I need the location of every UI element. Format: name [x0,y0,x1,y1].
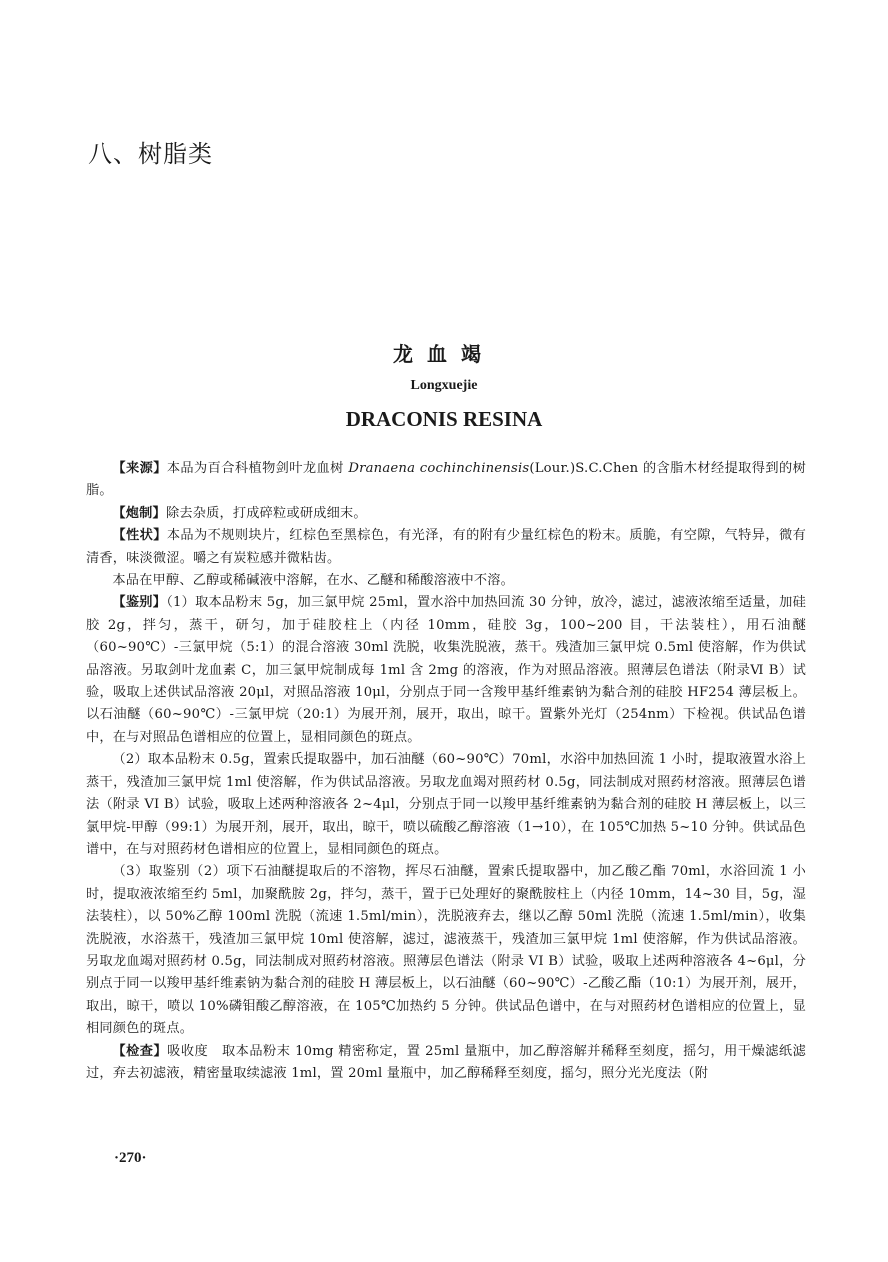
identification-text-1: （1）取本品粉末 5g，加三氯甲烷 25ml，置水浴中加热回流 30 分钟，放冷，滤过，滤液浓缩至适量，加硅胶 2g，拌匀，蒸干，研匀，加于硅胶柱上（内径 10mm，硅胶 3g，100~200 目，干法装柱），用石油醚（60~90℃）-三氯甲烷（5:1）的混合溶液 30ml 洗脱，收集洗脱液，蒸干。残渣加三氯甲烷 0.5ml 使溶解，作为供试品溶液。另取剑叶龙血素 C，加三氯甲烷制成每 1ml 含 2mg 的溶液，作为对照品溶液。照薄层色谱法（附录Ⅵ B）试验，吸取上述供试品溶液 20μl，对照品溶液 10μl，分别点于同一含羧甲基纤维素钠为黏合剂的硅胶 HF254 薄层板上。以石油醚（60~90℃）-三氯甲烷（20:1）为展开剂，展开，取出，晾干。置紫外光灯（254nm）下检视。供试品色谱中，在与对照品色谱相应的位置上，显相同颜色的斑点。 [86,595,806,745]
identification-paragraph-3: （3）取鉴别（2）项下石油醚提取后的不溶物，挥尽石油醚，置索氏提取器中，加乙酸乙酯 70ml，水浴回流 1 小时，提取液浓缩至约 5ml，加聚酰胺 2g，拌匀，蒸干，置于已处理好的聚酰胺柱上（内径 10mm，14~30 目，5g，湿法装柱），以 50%乙醇 100ml 洗脱（流速 1.5ml/min），洗脱液弃去，继以乙醇 50ml 洗脱（流速 1.5ml/min），收集洗脱液，水浴蒸干，残渣加三氯甲烷 10ml 使溶解，滤过，滤液蒸干，残渣加三氯甲烷 1ml 使溶解，作为供试品溶液。另取龙血竭对照药材 0.5g，同法制成对照药材溶液。照薄层色谱法（附录 VI B）试验，吸取上述两种溶液各 4~6μl，分别点于同一以羧甲基纤维素钠为黏合剂的硅胶 H 薄层板上，以石油醚（60~90℃）-乙酸乙酯（10:1）为展开剂，展开，取出，晾干，喷以 10%磷钼酸乙醇溶液，在 105℃加热约 5 分钟。供试品色谱中，在与对照药材色谱相应的位置上，显相同颜色的斑点。 [86,864,806,1037]
solubility-paragraph: 本品在甲醇、乙醇或稀碱液中溶解，在水、乙醚和稀酸溶液中不溶。 [112,573,515,589]
source-text-a: 本品为百合科植物剑叶龙血树 [166,461,349,476]
source-text-b: (Lour.)S.C.Chen 的含脂木材经提取得到的树脂。 [86,461,806,499]
properties-paragraph [86,525,806,570]
examination-label: 【检查】 [112,1043,168,1059]
monograph-title-pinyin: Longxuejie [410,378,478,393]
species-name: Dranaena cochinchinensis [348,461,530,476]
processing-label: 【炮制】 [112,505,166,521]
examination-sublabel: 吸收度 [167,1043,209,1059]
examination-paragraph [86,1041,806,1086]
monograph-title-chinese: 龙血竭 [393,342,495,366]
monograph-title-latin: DRACONIS RESINA [345,407,543,431]
identification-paragraph-1 [86,592,806,749]
properties-label: 【性状】 [112,528,167,544]
page-number: ·270· [114,1150,147,1166]
source-label: 【来源】 [112,461,167,476]
processing-paragraph [86,503,806,525]
identification-paragraph-2: （2）取本品粉末 0.5g，置索氏提取器中，加石油醚（60~90℃）70ml，水浴中加热回流 1 小时，提取液置水浴上蒸干，残渣加三氯甲烷 1ml 使溶解，作为供试品溶液。另取龙血竭对照药材 0.5g，同法制成对照药材溶液。照薄层色谱法（附录 VI B）试验，吸取上述两种溶液各 2~4μl，分别点于同一以羧甲基纤维素钠为黏合剂的硅胶 H 薄层板上，以三氯甲烷-甲醇（99:1）为展开剂，展开，取出，晾干，喷以硫酸乙醇溶液（1→10），在 105℃加热 5~10 分钟。供试品色谱中，在与对照药材色谱相应的位置上，显相同颜色的斑点。 [86,752,806,857]
processing-text: 除去杂质，打成碎粒或研成细末。 [165,505,367,521]
monograph-body [86,458,806,1085]
section-heading: 八、树脂类 [88,140,213,168]
properties-text: 本品为不规则块片，红棕色至黑棕色，有光泽，有的附有少量红棕色的粉末。质脆，有空隙，气特异，微有清香，味淡微涩。嚼之有炭粒感并微粘齿。 [86,528,806,566]
examination-text: 取本品粉末 10mg 精密称定，置 25ml 量瓶中，加乙醇溶解并稀释至刻度，摇匀，用干燥滤纸滤过，弃去初滤液，精密量取续滤液 1ml，置 20ml 量瓶中，加乙醇稀释至刻度，摇匀，照分光光度法（附 [86,1043,807,1081]
identification-label: 【鉴别】 [112,595,167,611]
source-paragraph [86,458,806,503]
